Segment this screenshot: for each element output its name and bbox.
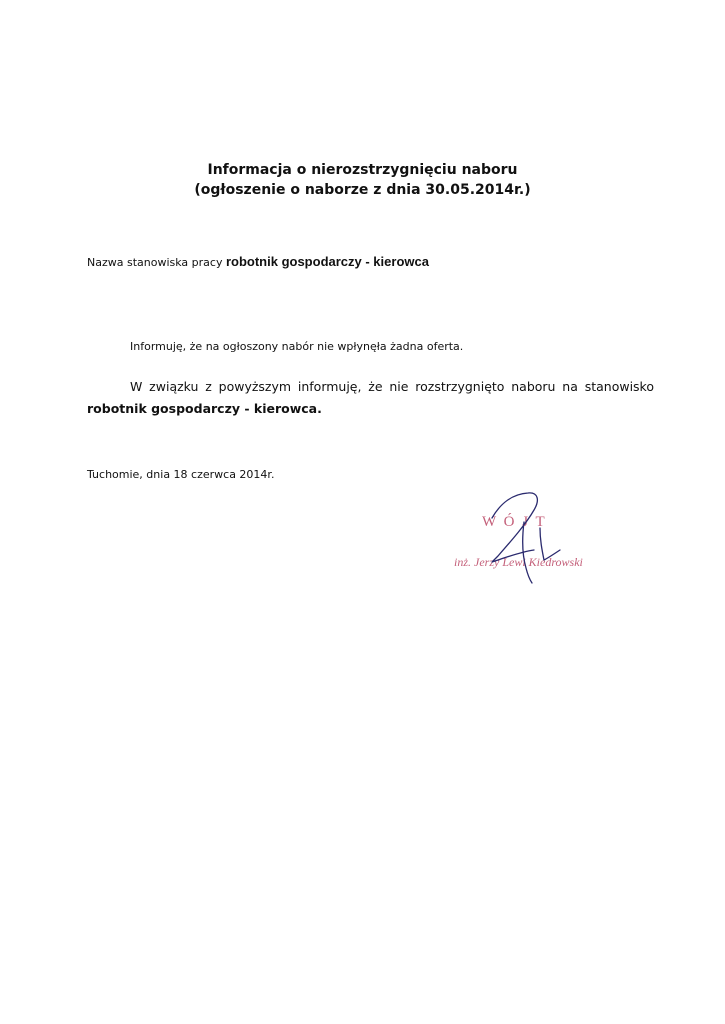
official-stamp [440, 488, 620, 588]
position-line [87, 253, 429, 272]
stamp-title: W Ó J T [482, 514, 547, 530]
title-line-2: (ogłoszenie o naborze z dnia 30.05.2014r.) [194, 182, 531, 198]
paragraph-1: Informuję, że na ogłoszony nabór nie wpłynęła żadna oferta. [130, 340, 464, 353]
position-label: Nazwa stanowiska pracy [87, 256, 223, 269]
title-line-1: Informacja o nierozstrzygnięciu naboru [207, 162, 518, 178]
signature-stroke [492, 493, 560, 583]
paragraph-2-line-1: W związku z powyższym informuję, że nie rozstrzygnięto naboru na stanowisko [130, 379, 654, 394]
position-value: robotnik gospodarczy - kierowca [225, 254, 429, 269]
paragraph-2-line-2: robotnik gospodarczy - kierowca. [87, 401, 322, 416]
document-title [0, 160, 725, 200]
paragraph-2 [87, 376, 654, 420]
stamp-signature-graphic [440, 488, 620, 588]
stamp-name: inż. Jerzy Lewi Kiedrowski [454, 555, 583, 569]
date-line: Tuchomie, dnia 18 czerwca 2014r. [87, 468, 275, 481]
